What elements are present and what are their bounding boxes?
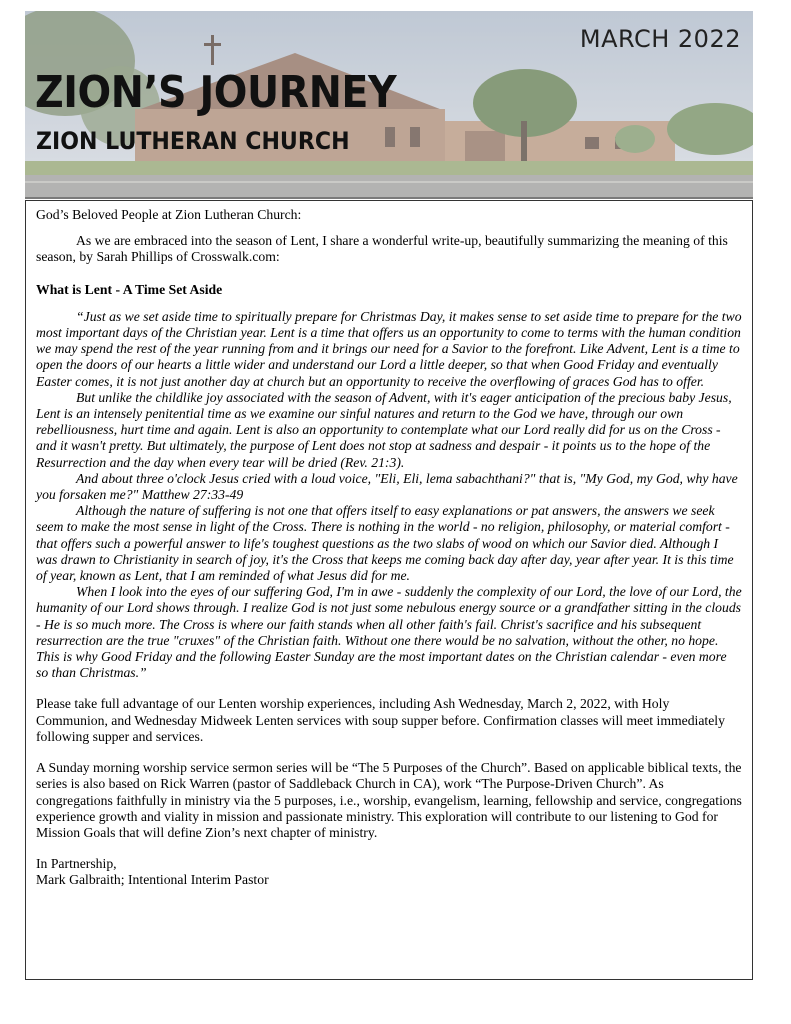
header-banner [25,11,753,199]
newsletter-title: ZION’S JOURNEY [35,67,397,118]
quote-paragraph-1: “Just as we set aside time to spiritually prepare for Christmas Day, it makes sense to set aside time to prepare for the two most important days of the Christian year. Lent is a time that offers us an opportunity to come to terms with the human condition we may spend the rest of the year running from and it brings our need for a Savior to the forefront. Like Advent, Lent is a time to open the doors of our hearts a little wider and understand our Lord a little deeper, so that when Good Friday and eventually Easter comes, it is not just another day at church but an opportunity to receive the overflowing of graces God has to offer. [36,308,742,389]
salutation: God’s Beloved People at Zion Lutheran Church: [36,207,302,222]
closing: In Partnership, [36,856,117,872]
quote-paragraph-2: But unlike the childlike joy associated with the season of Advent, with it's eager anticipation of the precious baby Jesus, Lent is an intensely penitential time as we examine our sinful natures and return to the God we have, through our own rebelliousness, hurt time and again. Lent is also an opportunity to contemplate what our Lord really did for us on the Cross - and it wasn't pretty. But ultimately, the purpose of Lent does not stop at sadness and despair - it points us to the hope of the Resurrection and the day when every tear will be dried (Rev. 21:3). [36,389,732,470]
issue-month: MARCH 2022 [579,25,741,53]
lenten-services-paragraph: Please take full advantage of our Lenten worship experiences, including Ash Wednesday, March 2, 2022, with Holy Communion, and Wednesday Midweek Lenten services with soup supper before. Confirmation classes will meet immediately following supper and services. [36,696,725,744]
quote-paragraph-5: When I look into the eyes of our suffering God, I'm in awe - suddenly the complexity of our Lord, the love of our Lord, the humanity of our Lord shows through. I realize God is not just some nebulous energy source or a grandfather sitting in the clouds - He is so much more. The Cross is where our faith stands when all other faith's fail. Christ's sacrifice and his subsequent resurrection are the true "cruxes" of the Christian faith. Without one there would be no salvation, without the other, no hope. This is why Good Friday and the following Easter Sunday are the most important dates on the Christian calendar - even more so than Christmas.” [36,584,742,681]
quote-paragraph-3: And about three o'clock Jesus cried with a loud voice, "Eli, Eli, lema sabachthani?" that is, "My God, my God, why have you forsaken me?" Matthew 27:33-49 [36,470,738,503]
signature: Mark Galbraith; Intentional Interim Pastor [36,872,269,888]
sermon-series-paragraph: A Sunday morning worship service sermon series will be “The 5 Purposes of the Church”. Based on applicable biblical texts, the series is also based on Rick Warren (pastor of Saddleback Church in CA), work “The Purpose-Driven Church”. As congregations faithfully in ministry via the 5 purposes, i.e., worship, evangelism, learning, fellowship and service, congregations experience growth and viality in mission and passionate ministry. This exploration will contribute to our listening to God for Mission Goals that will define Zion’s next chapter of ministry. [36,760,742,840]
section-heading: What is Lent - A Time Set Aside [36,281,223,297]
intro-paragraph: As we are embraced into the season of Lent, I share a wonderful write-up, beautifully summarizing the meaning of this season, by Sarah Phillips of Crosswalk.com: [36,233,728,265]
quote-paragraph-4: Although the nature of suffering is not one that offers itself to easy explanations or pat answers, the answers we seek seem to make the most sense in light of the Cross. There is nothing in the world - no religion, philosophy, or material comfort - that offers such a powerful answer to life's toughest questions as the two slabs of wood on which our Savior died. Although I was drawn to Christianity in search of joy, it's the Cross that keeps me coming back day after day, year after year. It is this time of year, known as Lent, that I am reminded of what Jesus did for me. [36,503,734,584]
pastor-letter [25,200,753,980]
church-name: ZION LUTHERAN CHURCH [36,127,350,155]
